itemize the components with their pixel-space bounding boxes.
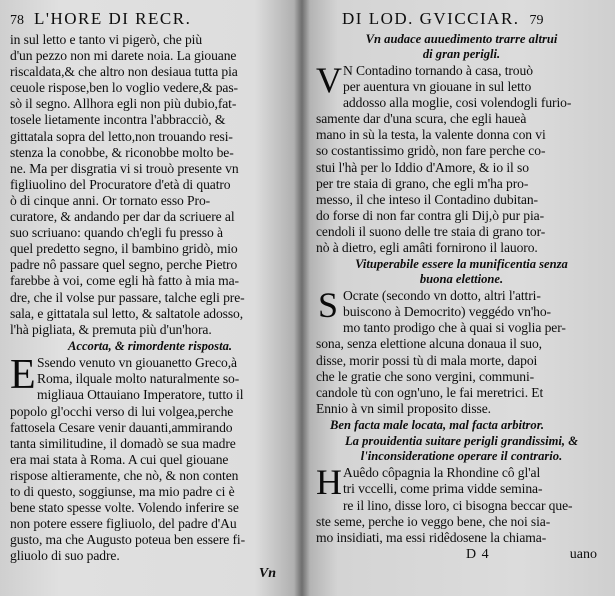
right-page bbox=[300, 0, 615, 596]
right-running-head bbox=[316, 10, 607, 30]
drop-cap: H bbox=[316, 462, 342, 503]
heading-line: La prouidentia suitare perigli grandissimi, & bbox=[344, 434, 579, 449]
text-line: tosele lietamente incontra l'abbracciò, & bbox=[10, 112, 226, 128]
text-line: samente dar d'una scura, che egli haueà bbox=[316, 111, 527, 127]
text-line: riscaldata,& che altro non desiaua tutta pia bbox=[10, 64, 238, 80]
text-line: ste seme, perche io veggo bene, che noi sia- bbox=[316, 513, 551, 529]
text-line: migliaua Ottauiano Imperatore, tutto il bbox=[37, 387, 244, 403]
text-line: era mai stata à Roma. A cui quel giouane bbox=[10, 451, 229, 467]
left-section-heading: Accorta, & rimordente risposta. bbox=[67, 338, 233, 353]
heading-line: l'inconsideratione operare il contrario. bbox=[360, 448, 563, 463]
text-line: suo scriuano: quando ch'egli fu presso à bbox=[10, 225, 223, 241]
text-line: stui l'hà per lo Iddio d'Amore, & io il so bbox=[316, 159, 529, 175]
text-line: l'hà pigliata, & premuta più d'un'hora. bbox=[10, 321, 212, 337]
text-line: gliuolo di suo padre. bbox=[10, 548, 120, 564]
text-line: so costantissimo gridò, non fare perche co- bbox=[316, 143, 546, 159]
text-line: figliuolino del Procuratore d'età di quatro bbox=[10, 176, 231, 192]
text-line: tri vccelli, come prima vidde semina- bbox=[343, 481, 543, 497]
text-line: to di questo, soggiunse, ma mio padre ci è bbox=[10, 484, 235, 500]
text-line: disse, morir possi tù di mala morte, dapoi bbox=[316, 352, 538, 368]
text-line: popolo gl'occhi verso di lui volgea,perche bbox=[10, 403, 234, 419]
text-line: per tre staia di grano, che egli m'ha pro- bbox=[316, 175, 529, 191]
heading-line: di gran perigli. bbox=[422, 46, 501, 61]
text-line: Roma, ilquale molto naturalmente so- bbox=[37, 371, 240, 387]
text-line: fattosela Cesare venir dauanti,ammirando bbox=[10, 419, 233, 435]
text-line: farebbe à voi, come egli hà fatto à mia ma- bbox=[10, 273, 239, 289]
text-line: gittatala sopra del letto,non trouando resi- bbox=[10, 128, 233, 144]
drop-cap: S bbox=[317, 285, 339, 326]
text-line: ne. Ma per disgratia vi si trouò presente vn bbox=[10, 160, 239, 176]
latin-quote: Ben facta male locata, mal facta arbitror. bbox=[330, 417, 545, 432]
text-line: bene stato spesse volte. Volendo inferire se bbox=[10, 500, 239, 516]
left-catchword: Vn bbox=[258, 565, 276, 581]
text-line: non potere essere figliuolo, del padre d'Au bbox=[10, 516, 237, 532]
drop-cap: V bbox=[316, 60, 342, 100]
text-line: dre, che il volse pur passare, talche egli pre- bbox=[10, 289, 245, 305]
text-line: messo, il che inteso il Contadino dubitan- bbox=[316, 191, 538, 207]
right-section-heading-3 bbox=[316, 434, 607, 463]
right-section-heading-1 bbox=[316, 32, 607, 61]
right-text-block-3 bbox=[316, 462, 607, 545]
text-line: mo tanto prodigo che à quai si voglia per- bbox=[343, 320, 566, 336]
text-line: nò à dietro, egli amâti fornirono il lauoro. bbox=[316, 240, 538, 256]
text-line: sò il segno. Allhora egli non più dubio,fat- bbox=[10, 96, 237, 112]
text-line: ceuole rispose,ben lo voglio vedere,& pas- bbox=[10, 80, 238, 96]
signature-mark: D 4 bbox=[466, 546, 490, 562]
left-text-block-1 bbox=[10, 32, 290, 338]
text-line: stenza la conobbe, & riconobbe molto be- bbox=[10, 144, 234, 160]
drop-cap: E bbox=[10, 352, 36, 399]
right-catchword: uano bbox=[569, 546, 597, 562]
text-line: padre nô passare quel segno, perche Pietro bbox=[10, 257, 238, 273]
text-line: sala, e gittatala sul letto, & saltatole adosso, bbox=[10, 305, 244, 321]
left-text-block-2 bbox=[10, 352, 290, 564]
left-running-head bbox=[10, 10, 290, 30]
heading-line: Vn audace auuedimento trarre altrui bbox=[365, 32, 558, 46]
heading-line: buona elettione. bbox=[419, 271, 504, 286]
right-running-title: DI LOD. GVICCIAR. bbox=[342, 9, 520, 28]
text-line: Ocrate (secondo vn dotto, altri l'attri- bbox=[343, 288, 541, 304]
left-running-title: L'HORE DI RECR. bbox=[34, 9, 192, 28]
text-line: do forse di non far contra gli Dij,ò pur pia- bbox=[316, 207, 545, 223]
right-text-block-2 bbox=[316, 285, 607, 417]
text-line: sona, senza elettione alcuna donaua il suo, bbox=[316, 336, 542, 352]
text-line: mano in sù la testa, la valente donna con vi bbox=[316, 127, 546, 143]
heading-line: Vituperabile essere la munificentia senza bbox=[355, 257, 568, 272]
text-line: ò di cinque anni. Or tornato esso Pro- bbox=[10, 192, 211, 208]
right-footer bbox=[316, 546, 607, 564]
text-line: gusto, ma che Augusto poteua ben essere fi- bbox=[10, 532, 246, 548]
text-line: che le gratie che sono vergini, communi- bbox=[316, 368, 535, 384]
text-line: d'un pezzo non mi darete noia. La giouane bbox=[10, 48, 237, 64]
text-line: N Contadino tornando à casa, trouò bbox=[343, 63, 533, 78]
text-line: in sul letto e tanto vi pigerò, che più bbox=[10, 32, 203, 47]
right-text-block-1 bbox=[316, 60, 607, 256]
text-line: Ssendo venuto vn giouanetto Greco,à bbox=[37, 355, 237, 371]
left-page bbox=[0, 0, 300, 596]
text-line: addosso alla moglie, cosi volendogli furio- bbox=[343, 95, 572, 111]
text-line: quel predetto segno, il bambino gridò, mio bbox=[10, 241, 238, 257]
text-line: cendoli il suono delle tre staia di grano tor- bbox=[316, 223, 546, 239]
text-line: re il lino, disse loro, ci bisogna beccar que- bbox=[343, 497, 573, 513]
text-line: tanta similitudine, il domadò se sua madre bbox=[10, 435, 236, 451]
text-line: per auentura vn giouane in sul letto bbox=[343, 79, 532, 95]
text-line: Auêdo côpagnia la Rhondine cô gl'al bbox=[343, 465, 541, 481]
text-line: mo insidiati, ma essi ridêdosene la chiama- bbox=[316, 529, 547, 545]
left-footer bbox=[10, 565, 290, 583]
right-page-number: 79 bbox=[529, 13, 544, 28]
text-line: curatore, & andando per dar da scriuere al bbox=[10, 209, 235, 225]
right-section-heading-2 bbox=[316, 257, 607, 286]
text-line: Ennio à vn simil proposito disse. bbox=[316, 400, 491, 416]
text-line: buiscono à Democrito) veggédo vn'ho- bbox=[343, 304, 551, 320]
text-line: candole tù con ogn'uno, le fai meretrici. Et bbox=[316, 384, 544, 400]
left-page-number: 78 bbox=[10, 13, 24, 28]
text-line: rispose altieramente, che nò, & non conten bbox=[10, 467, 239, 483]
